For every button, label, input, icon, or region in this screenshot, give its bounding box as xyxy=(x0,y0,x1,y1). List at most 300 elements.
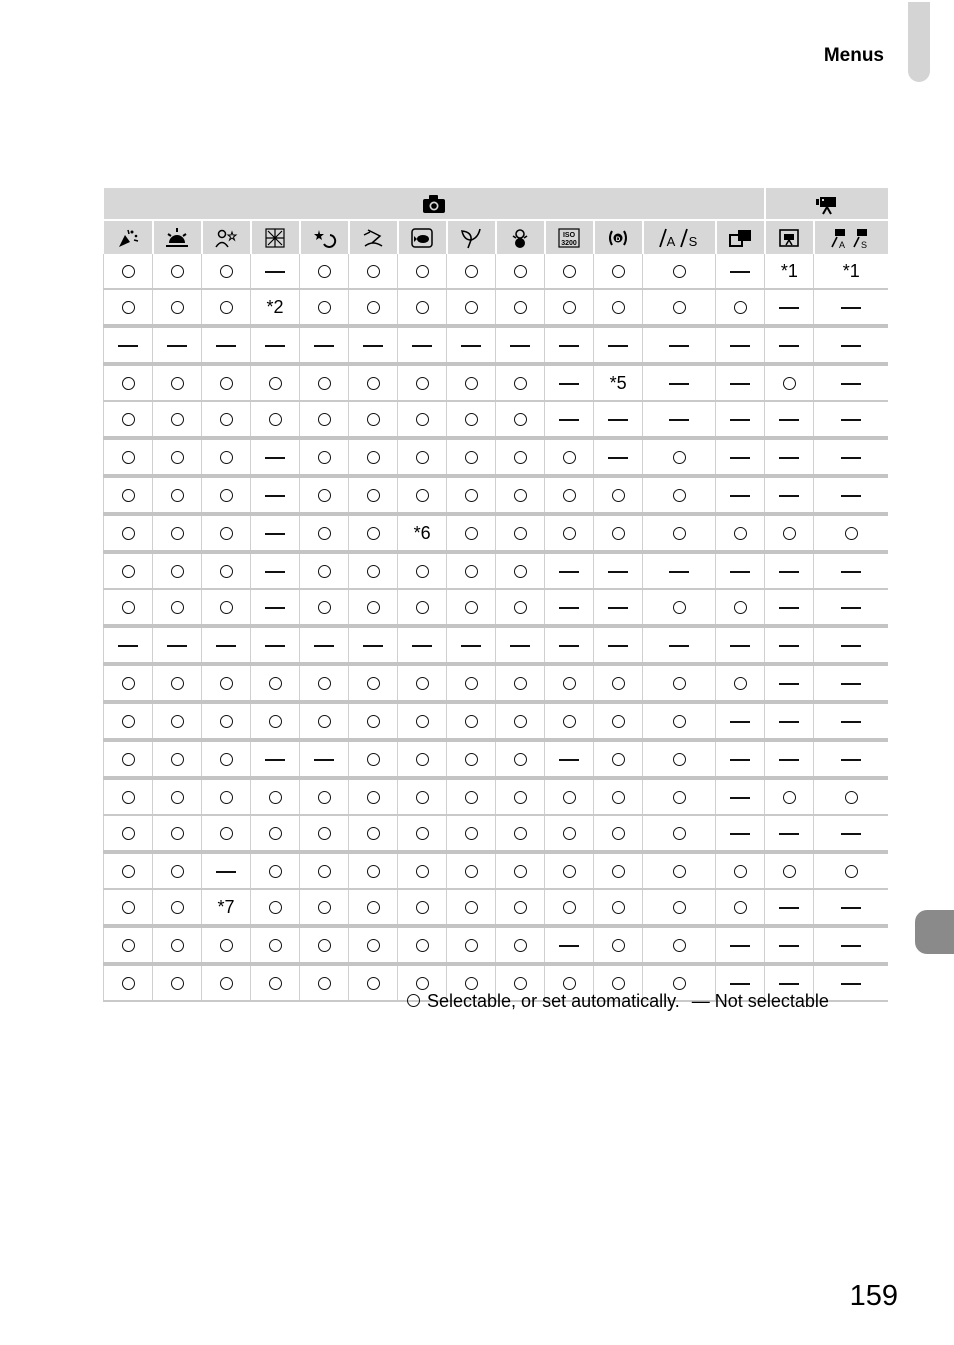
not-selectable-mark xyxy=(841,907,861,909)
table-cell xyxy=(202,852,251,889)
not-selectable-mark xyxy=(730,797,750,799)
table-cell xyxy=(251,589,300,626)
selectable-mark xyxy=(318,451,331,464)
table-cell xyxy=(202,815,251,852)
not-selectable-mark xyxy=(841,571,861,573)
selectable-mark xyxy=(612,677,625,690)
table-cell xyxy=(594,815,643,852)
table-cell xyxy=(251,702,300,740)
selectable-mark xyxy=(563,901,576,914)
selectable-mark xyxy=(318,489,331,502)
table-cell xyxy=(349,476,398,514)
table-cell xyxy=(594,778,643,815)
table-cell xyxy=(300,778,349,815)
table-cell xyxy=(765,778,814,815)
table-cell xyxy=(496,889,545,926)
table-cell xyxy=(202,740,251,778)
not-selectable-mark xyxy=(730,645,750,647)
selectable-mark xyxy=(465,265,478,278)
table-cell xyxy=(594,552,643,589)
table-cell xyxy=(716,514,765,552)
table-cell xyxy=(643,326,716,364)
table-cell xyxy=(300,702,349,740)
selectable-mark xyxy=(673,265,686,278)
selectable-mark xyxy=(673,865,686,878)
table-cell xyxy=(765,289,814,326)
selectable-mark xyxy=(122,489,135,502)
beach-icon xyxy=(360,226,386,250)
table-cell xyxy=(545,514,594,552)
not-selectable-mark xyxy=(461,645,481,647)
selectable-mark xyxy=(673,527,686,540)
table-cell xyxy=(594,476,643,514)
table-cell xyxy=(594,326,643,364)
table-cell xyxy=(251,852,300,889)
table-cell xyxy=(202,326,251,364)
selectable-mark xyxy=(122,301,135,314)
table-cell xyxy=(398,852,447,889)
table-cell xyxy=(300,740,349,778)
not-selectable-mark xyxy=(779,345,799,347)
selectable-mark xyxy=(465,791,478,804)
selectable-mark xyxy=(318,715,331,728)
selectable-mark xyxy=(269,827,282,840)
column-header-7 xyxy=(447,220,496,254)
selectable-mark xyxy=(269,413,282,426)
not-selectable-mark xyxy=(730,983,750,985)
table-cell xyxy=(349,552,398,589)
table-cell xyxy=(496,289,545,326)
table-cell xyxy=(716,438,765,476)
table-cell xyxy=(153,740,202,778)
smart-shutter-icon xyxy=(605,226,631,250)
table-cell xyxy=(251,626,300,664)
table-cell xyxy=(251,889,300,926)
column-header-9 xyxy=(545,220,594,254)
selectable-mark xyxy=(465,753,478,766)
selectable-mark xyxy=(220,265,233,278)
footnote-mark: *1 xyxy=(842,260,860,281)
table-row xyxy=(104,438,889,476)
table-cell xyxy=(765,589,814,626)
table-cell xyxy=(814,438,888,476)
table-cell xyxy=(716,552,765,589)
selectable-mark xyxy=(465,413,478,426)
table-cell xyxy=(716,589,765,626)
table-cell xyxy=(594,889,643,926)
selectable-mark xyxy=(220,377,233,390)
not-selectable-mark xyxy=(265,271,285,273)
selectable-mark xyxy=(367,715,380,728)
not-selectable-mark xyxy=(461,345,481,347)
table-cell xyxy=(716,926,765,964)
table-cell xyxy=(765,401,814,438)
table-cell xyxy=(202,401,251,438)
selectable-mark xyxy=(171,939,184,952)
table-cell xyxy=(496,852,545,889)
selectable-mark xyxy=(465,939,478,952)
table-row xyxy=(104,889,889,926)
table-cell xyxy=(716,326,765,364)
table-cell xyxy=(496,778,545,815)
not-selectable-mark xyxy=(265,345,285,347)
selectable-mark xyxy=(783,527,796,540)
selectable-mark xyxy=(122,977,135,990)
table-cell xyxy=(300,815,349,852)
table-cell xyxy=(153,289,202,326)
not-selectable-mark xyxy=(559,645,579,647)
table-cell xyxy=(716,626,765,664)
table-cell xyxy=(643,664,716,702)
table-cell xyxy=(251,926,300,964)
table-cell xyxy=(716,702,765,740)
selectable-mark xyxy=(269,715,282,728)
selectable-mark xyxy=(416,827,429,840)
table-cell xyxy=(594,740,643,778)
not-selectable-mark xyxy=(730,271,750,273)
selectable-mark xyxy=(563,451,576,464)
table-cell xyxy=(594,926,643,964)
selectable-mark xyxy=(612,977,625,990)
table-cell xyxy=(594,514,643,552)
table-cell xyxy=(104,589,153,626)
selectable-mark xyxy=(416,753,429,766)
table-cell xyxy=(398,401,447,438)
selectable-mark xyxy=(514,791,527,804)
movie-camera-icon xyxy=(814,192,840,216)
table-cell xyxy=(594,254,643,289)
table-cell xyxy=(153,438,202,476)
selectable-mark xyxy=(416,715,429,728)
table-cell xyxy=(496,364,545,401)
table-cell xyxy=(545,401,594,438)
svg-text:S: S xyxy=(861,239,868,250)
table-cell xyxy=(251,254,300,289)
table-cell xyxy=(447,438,496,476)
not-selectable-mark xyxy=(510,345,530,347)
table-cell xyxy=(545,589,594,626)
table-cell xyxy=(104,552,153,589)
selectable-mark xyxy=(220,939,233,952)
selectable-mark xyxy=(269,939,282,952)
selectable-mark xyxy=(465,451,478,464)
selectable-mark xyxy=(563,977,576,990)
not-selectable-mark xyxy=(608,345,628,347)
selectable-mark xyxy=(171,601,184,614)
selectable-mark xyxy=(673,451,686,464)
not-selectable-mark xyxy=(779,571,799,573)
selectable-mark xyxy=(673,827,686,840)
selectable-mark xyxy=(220,565,233,578)
selectable-mark xyxy=(465,489,478,502)
table-cell xyxy=(765,552,814,589)
table-cell xyxy=(300,664,349,702)
table-cell xyxy=(643,364,716,401)
table-cell xyxy=(153,476,202,514)
scene-icon-row xyxy=(104,220,889,254)
table-cell xyxy=(765,254,814,289)
table-cell xyxy=(398,254,447,289)
not-selectable-mark xyxy=(779,419,799,421)
not-selectable-mark xyxy=(559,345,579,347)
table-cell xyxy=(447,740,496,778)
not-selectable-mark xyxy=(216,345,236,347)
table-cell xyxy=(300,852,349,889)
table-cell xyxy=(765,852,814,889)
table-row xyxy=(104,552,889,589)
table-cell xyxy=(300,926,349,964)
not-selectable-mark xyxy=(669,419,689,421)
table-cell xyxy=(496,438,545,476)
not-selectable-mark xyxy=(559,571,579,573)
selectable-mark xyxy=(783,377,796,390)
selectable-mark xyxy=(318,791,331,804)
table-cell xyxy=(643,852,716,889)
selectable-mark xyxy=(367,265,380,278)
table-cell xyxy=(716,852,765,889)
selectable-mark xyxy=(673,489,686,502)
table-cell xyxy=(300,626,349,664)
not-selectable-mark xyxy=(730,383,750,385)
table-cell xyxy=(814,476,888,514)
selectable-mark xyxy=(416,677,429,690)
table-cell xyxy=(300,889,349,926)
table-cell xyxy=(349,852,398,889)
table-cell xyxy=(447,289,496,326)
selectable-mark xyxy=(220,715,233,728)
table-cell xyxy=(349,664,398,702)
table-row xyxy=(104,476,889,514)
selectable-mark xyxy=(318,977,331,990)
table-cell xyxy=(251,552,300,589)
selectable-mark xyxy=(171,677,184,690)
column-header-0 xyxy=(104,220,153,254)
table-cell xyxy=(104,289,153,326)
page-number: 159 xyxy=(849,1280,898,1312)
table-cell xyxy=(496,702,545,740)
table-cell xyxy=(398,702,447,740)
selectable-mark xyxy=(673,715,686,728)
column-header-1 xyxy=(153,220,202,254)
table-row xyxy=(104,289,889,326)
table-cell xyxy=(349,626,398,664)
section-title: Menus xyxy=(823,45,884,66)
table-cell xyxy=(716,476,765,514)
selectable-mark xyxy=(416,265,429,278)
movie-standard-icon xyxy=(776,226,802,250)
selectable-mark xyxy=(269,977,282,990)
table-cell xyxy=(300,401,349,438)
table-cell xyxy=(447,626,496,664)
selectable-mark xyxy=(122,565,135,578)
not-selectable-mark xyxy=(265,607,285,609)
table-cell xyxy=(643,778,716,815)
selectable-mark xyxy=(122,265,135,278)
svg-text:3200: 3200 xyxy=(561,239,577,247)
table-cell xyxy=(447,401,496,438)
selectable-mark xyxy=(171,977,184,990)
not-selectable-mark xyxy=(841,383,861,385)
table-cell xyxy=(643,926,716,964)
selectable-mark xyxy=(465,977,478,990)
not-selectable-mark xyxy=(669,345,689,347)
selectable-mark xyxy=(220,489,233,502)
selectable-mark xyxy=(269,901,282,914)
table-cell xyxy=(594,702,643,740)
column-header-3 xyxy=(251,220,300,254)
table-cell xyxy=(765,476,814,514)
table-cell xyxy=(398,289,447,326)
table-cell xyxy=(104,364,153,401)
table-cell xyxy=(153,964,202,1001)
table-cell xyxy=(104,326,153,364)
table-row xyxy=(104,815,889,852)
table-cell xyxy=(447,326,496,364)
not-selectable-mark xyxy=(841,759,861,761)
column-header-8 xyxy=(496,220,545,254)
table-cell xyxy=(202,364,251,401)
not-selectable-mark xyxy=(669,383,689,385)
not-selectable-mark xyxy=(730,759,750,761)
table-cell xyxy=(349,364,398,401)
table-cell xyxy=(545,326,594,364)
selectable-mark xyxy=(734,865,747,878)
not-selectable-mark xyxy=(730,945,750,947)
table-cell xyxy=(398,778,447,815)
table-cell xyxy=(202,552,251,589)
table-cell xyxy=(814,664,888,702)
chapter-tab-marker xyxy=(915,910,954,954)
table-cell xyxy=(643,401,716,438)
selectable-mark xyxy=(318,939,331,952)
table-cell xyxy=(153,326,202,364)
table-cell xyxy=(643,552,716,589)
not-selectable-mark xyxy=(559,383,579,385)
not-selectable-mark xyxy=(363,645,383,647)
table-cell xyxy=(251,401,300,438)
not-selectable-mark xyxy=(559,945,579,947)
not-selectable-mark xyxy=(216,871,236,873)
not-selectable-mark xyxy=(559,759,579,761)
table-cell xyxy=(251,438,300,476)
table-cell xyxy=(814,852,888,889)
selectable-mark xyxy=(122,753,135,766)
selectable-mark xyxy=(367,301,380,314)
selectable-mark xyxy=(171,827,184,840)
table-cell xyxy=(814,254,888,289)
table-cell xyxy=(104,401,153,438)
table-cell xyxy=(398,326,447,364)
table-cell xyxy=(398,514,447,552)
selectable-mark xyxy=(612,489,625,502)
selectable-mark xyxy=(367,565,380,578)
table-cell xyxy=(496,514,545,552)
table-cell xyxy=(814,589,888,626)
table-cell xyxy=(814,326,888,364)
table-cell xyxy=(153,589,202,626)
table-cell xyxy=(349,778,398,815)
selectable-mark xyxy=(563,677,576,690)
svg-text:S: S xyxy=(688,233,698,249)
selectable-mark xyxy=(367,451,380,464)
selectable-mark xyxy=(563,301,576,314)
selectable-mark xyxy=(514,265,527,278)
selectable-mark xyxy=(783,791,796,804)
selectable-mark xyxy=(416,901,429,914)
table-cell xyxy=(398,476,447,514)
selectable-mark xyxy=(367,527,380,540)
selectable-mark xyxy=(673,791,686,804)
table-row xyxy=(104,664,889,702)
table-cell xyxy=(202,438,251,476)
selectable-mark xyxy=(171,865,184,878)
table-cell xyxy=(349,438,398,476)
table-cell xyxy=(765,664,814,702)
table-row xyxy=(104,589,889,626)
table-cell xyxy=(545,289,594,326)
selectable-mark xyxy=(563,265,576,278)
selectable-mark xyxy=(269,677,282,690)
table-cell xyxy=(716,740,765,778)
table-cell xyxy=(202,514,251,552)
party-icon xyxy=(115,226,141,250)
table-cell xyxy=(153,552,202,589)
table-cell xyxy=(496,589,545,626)
selectable-mark xyxy=(318,601,331,614)
not-selectable-mark xyxy=(608,607,628,609)
table-cell xyxy=(545,740,594,778)
table-cell xyxy=(765,889,814,926)
table-cell xyxy=(398,626,447,664)
selectable-mark xyxy=(171,753,184,766)
table-cell xyxy=(716,815,765,852)
not-selectable-mark xyxy=(779,457,799,459)
table-cell xyxy=(814,626,888,664)
selectable-mark xyxy=(171,451,184,464)
legend-not-selectable: — Not selectable xyxy=(691,991,829,1011)
table-cell xyxy=(202,476,251,514)
movie-mode-header xyxy=(765,188,888,220)
not-selectable-mark xyxy=(363,345,383,347)
table-cell xyxy=(765,438,814,476)
table-cell xyxy=(104,254,153,289)
selectable-mark xyxy=(612,827,625,840)
not-selectable-mark xyxy=(779,683,799,685)
table-cell xyxy=(349,889,398,926)
not-selectable-mark xyxy=(841,495,861,497)
not-selectable-mark xyxy=(841,645,861,647)
selectable-mark xyxy=(514,527,527,540)
table-cell xyxy=(447,254,496,289)
table-cell xyxy=(398,552,447,589)
table-cell xyxy=(765,626,814,664)
chapter-tab-top xyxy=(908,2,930,82)
selectable-mark xyxy=(171,413,184,426)
table-cell xyxy=(104,438,153,476)
not-selectable-mark xyxy=(841,307,861,309)
selectable-mark xyxy=(171,565,184,578)
selectable-mark xyxy=(122,901,135,914)
table-cell xyxy=(447,364,496,401)
not-selectable-mark xyxy=(841,457,861,459)
selectable-mark xyxy=(734,901,747,914)
stitch-assist-icon xyxy=(727,226,753,250)
selectable-mark xyxy=(465,601,478,614)
table-cell xyxy=(545,815,594,852)
not-selectable-mark xyxy=(265,457,285,459)
footnote-mark: *1 xyxy=(780,260,798,281)
column-header-12 xyxy=(716,220,765,254)
